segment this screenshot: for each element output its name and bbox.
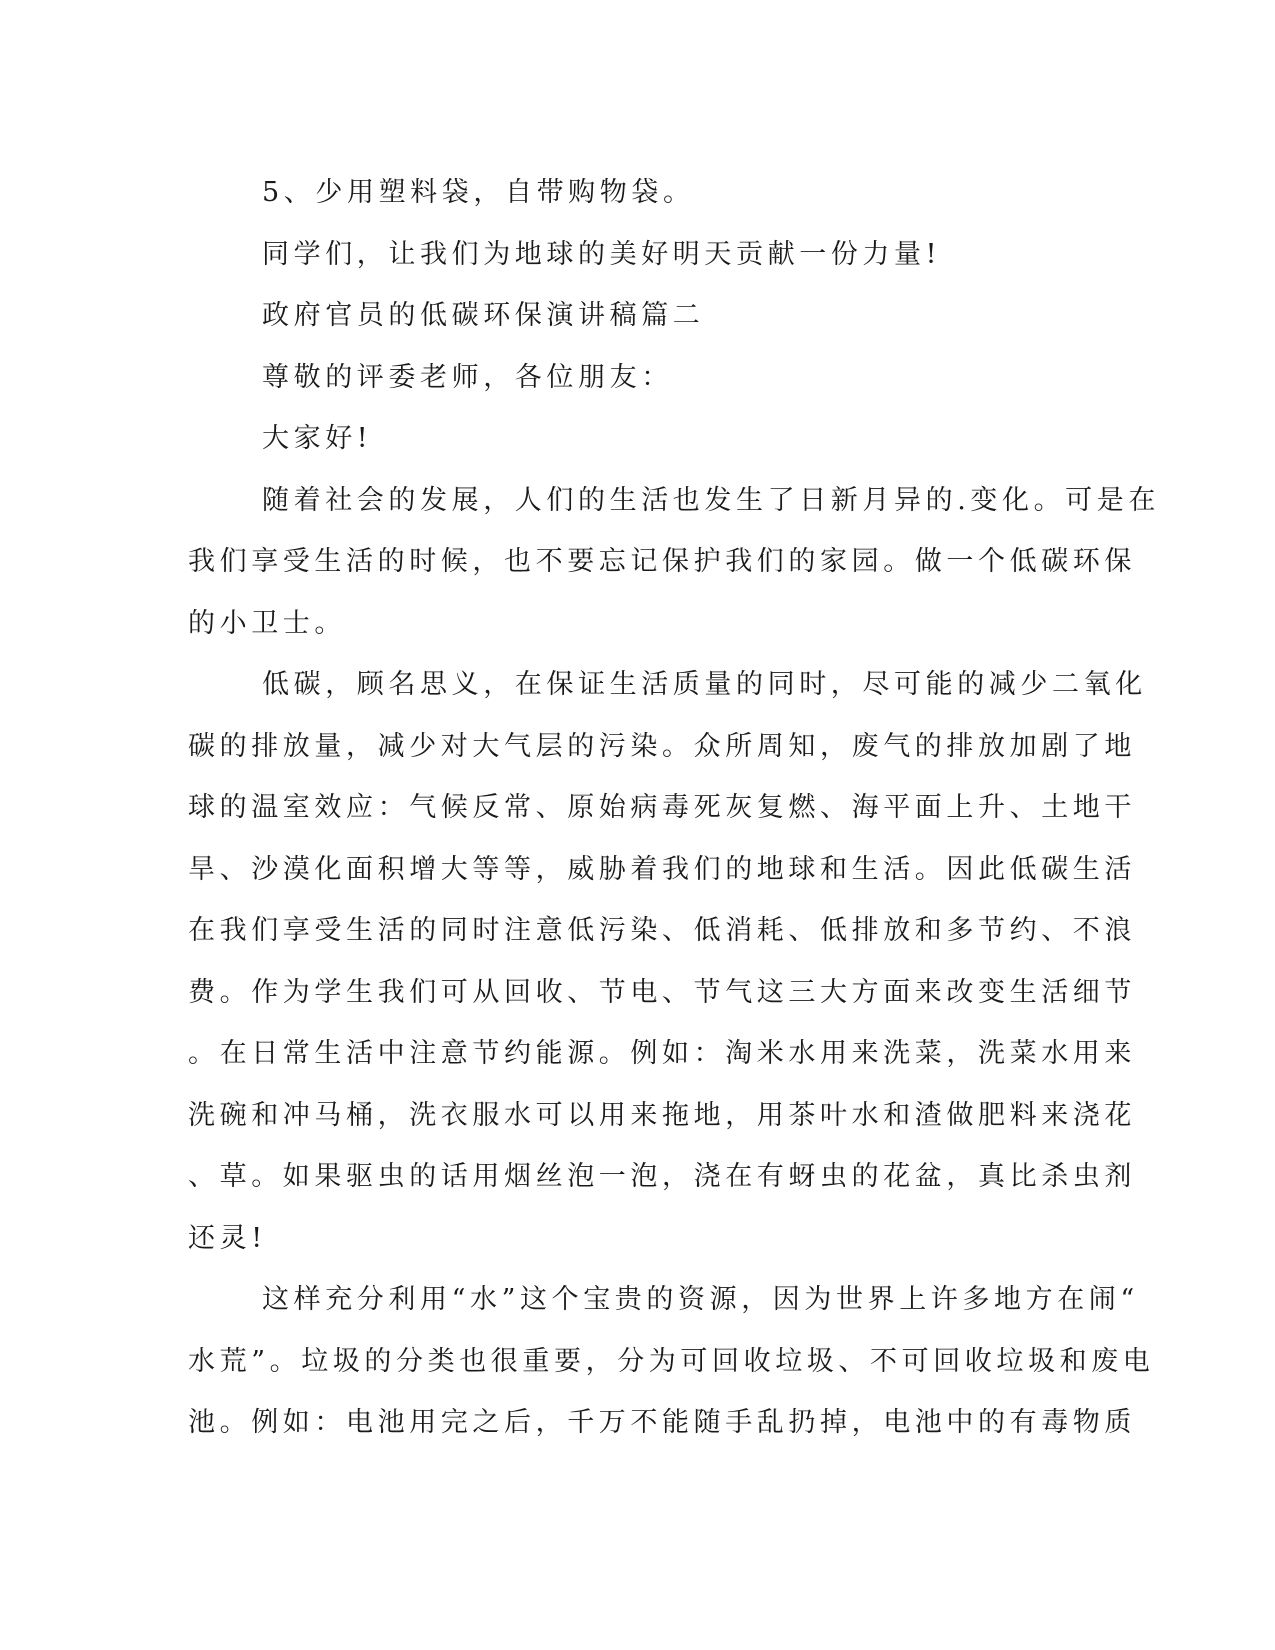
text-line: 水荒”。垃圾的分类也很重要，分为可回收垃圾、不可回收垃圾和废电: [188, 1345, 1155, 1377]
text-line: 。在日常生活中注意节约能源。例如：淘米水用来洗菜，洗菜水用来: [188, 1038, 1136, 1069]
text-line: 5、少用塑料袋，自带购物袋。: [262, 177, 695, 208]
text-line: 旱、沙漠化面积增大等等，威胁着我们的地球和生活。因此低碳生活: [188, 853, 1136, 885]
text-line: 球的温室效应：气候反常、原始病毒死灰复燃、海平面上升、土地干: [188, 792, 1136, 823]
section-heading: 政府官员的低碳环保演讲稿篇二: [262, 300, 705, 331]
text-line: 的小卫士。: [188, 607, 346, 639]
text-line: 费。作为学生我们可从回收、节电、节气这三大方面来改变生活细节: [188, 976, 1136, 1008]
text-line: 还灵!: [188, 1222, 267, 1254]
salutation: 尊敬的评委老师，各位朋友：: [262, 361, 673, 393]
text-line: 碳的排放量，减少对大气层的污染。众所周知，废气的排放加剧了地: [188, 730, 1136, 762]
text-line: 这样充分利用“水”这个宝贵的资源，因为世界上许多地方在闹“: [262, 1284, 1139, 1315]
text-line: 我们享受生活的时候，也不要忘记保护我们的家园。做一个低碳环保: [188, 546, 1136, 577]
text-line: 洗碗和冲马桶，洗衣服水可以用来拖地，用茶叶水和渣做肥料来浇花: [188, 1099, 1136, 1131]
text-line: 随着社会的发展，人们的生活也发生了日新月异的.变化。可是在: [262, 484, 1160, 516]
greeting: 大家好!: [262, 423, 373, 454]
document-body: [188, 162, 1160, 1454]
text-line: 池。例如：电池用完之后，千万不能随手乱扔掉，电池中的有毒物质: [188, 1407, 1136, 1438]
text-line: 在我们享受生活的同时注意低污染、低消耗、低排放和多节约、不浪: [188, 915, 1136, 946]
text-line: 同学们，让我们为地球的美好明天贡献一份力量!: [262, 238, 942, 270]
text-line: 、草。如果驱虫的话用烟丝泡一泡，浇在有蚜虫的花盆，真比杀虫剂: [188, 1161, 1136, 1192]
text-line: 低碳，顾名思义，在保证生活质量的同时，尽可能的减少二氧化: [262, 669, 1147, 700]
